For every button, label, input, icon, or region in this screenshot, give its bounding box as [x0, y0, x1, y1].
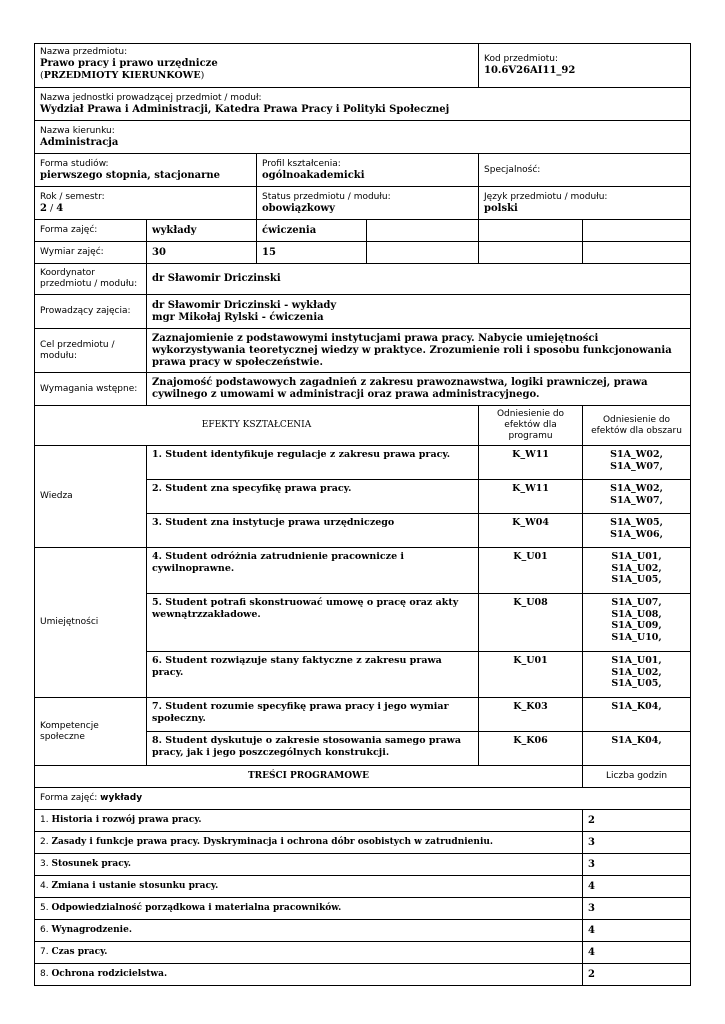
syllabus-document — [34, 43, 690, 986]
content-title: TREŚCI PROGRAMOWE — [35, 766, 583, 788]
class-empty-3 — [583, 220, 691, 242]
topic-hours: 4 — [583, 942, 691, 964]
form-label: Forma studiów: — [40, 158, 109, 169]
effects-title: EFEKTY KSZTAŁCENIA — [35, 406, 479, 446]
group-skills: Umiejętności — [35, 548, 147, 698]
topic-cell — [35, 964, 583, 986]
profile-cell — [257, 154, 479, 187]
subject-group: PRZEDMIOTY KIERUNKOWE — [43, 70, 201, 81]
class-empty-2 — [479, 220, 583, 242]
status-value: obowiązkowy — [262, 202, 335, 214]
effect-text: 5. Student potrafi skonstruować umowę o pracę oraz akty wewnątrzzakładowe. — [147, 594, 479, 652]
subject-label: Nazwa przedmiotu: — [40, 47, 128, 57]
year-row — [35, 187, 691, 220]
coordinator-value: dr Sławomir Driczinski — [147, 264, 691, 295]
topic-hours: 2 — [583, 810, 691, 832]
topic-title: Historia i rozwój prawa pracy. — [51, 815, 202, 826]
area-code: S1A_U05, — [611, 678, 662, 689]
effect-row — [35, 548, 691, 594]
requirements-row — [35, 373, 691, 406]
topic-row — [35, 876, 691, 898]
topic-row — [35, 854, 691, 876]
topic-row — [35, 942, 691, 964]
paren-close: ) — [200, 70, 205, 81]
profile-label: Profil kształcenia: — [262, 158, 341, 169]
teachers-row — [35, 295, 691, 329]
effect-program-code: K_U01 — [479, 652, 583, 698]
area-code: S1A_U10, — [611, 631, 662, 643]
form-row — [35, 154, 691, 187]
area-code: S1A_W06, — [610, 528, 663, 540]
subject-cell — [35, 44, 479, 88]
effect-program-code: K_K03 — [479, 698, 583, 732]
effect-text: 8. Student dyskutuje o zakresie stosowania samego prawa pracy, jak i jego poszczególnych konstrukcji. — [147, 732, 479, 766]
area-code: S1A_W07, — [610, 494, 663, 506]
effect-row — [35, 446, 691, 480]
class-lecture: wykłady — [147, 220, 257, 242]
content-form-prefix: Forma zajęć: — [40, 793, 101, 804]
topic-cell — [35, 876, 583, 898]
field-label: Nazwa kierunku: — [40, 125, 115, 136]
effect-text: 7. Student rozumie specyfikę prawa pracy i jego wymiar społeczny. — [147, 698, 479, 732]
area-code: S1A_U02, — [611, 666, 662, 678]
subject-name: Prawo pracy i prawo urzędnicze — [40, 58, 218, 69]
hours-empty-2 — [479, 242, 583, 264]
effect-program-code: K_W11 — [479, 480, 583, 514]
topic-row — [35, 920, 691, 942]
area-code: S1A_W07, — [610, 460, 663, 472]
topic-cell — [35, 810, 583, 832]
topic-cell — [35, 898, 583, 920]
unit-value: Wydział Prawa i Administracji, Katedra Prawa Pracy i Polityki Społecznej — [40, 103, 450, 115]
form-cell — [35, 154, 257, 187]
effect-text: 1. Student identyfikuje regulacje z zakresu prawa pracy. — [147, 446, 479, 480]
year-sep: / — [46, 202, 57, 214]
paren-open: ( — [40, 70, 44, 81]
subject-row — [35, 44, 691, 88]
content-hours-header: Liczba godzin — [583, 766, 691, 788]
field-row — [35, 121, 691, 154]
classes-row — [35, 220, 691, 242]
group-social-competences: Kompetencje społeczne — [35, 698, 147, 766]
topic-title: Ochrona rodzicielstwa. — [51, 969, 168, 980]
year-value-a: 2 — [40, 202, 47, 214]
teacher-1: dr Sławomir Driczinski - wykłady — [152, 299, 337, 311]
year-value-b: 4 — [56, 202, 64, 214]
topic-number: 6. — [40, 925, 52, 936]
area-code: S1A_K04, — [611, 735, 662, 746]
effect-area-codes — [583, 446, 691, 480]
coordinator-row — [35, 264, 691, 295]
content-header-row — [35, 766, 691, 788]
effect-text: 4. Student odróżnia zatrudnienie pracownicze i cywilnoprawne. — [147, 548, 479, 594]
topic-title: Stosunek pracy. — [51, 859, 132, 870]
topic-hours: 4 — [583, 876, 691, 898]
field-value: Administracja — [40, 136, 119, 148]
group-knowledge: Wiedza — [35, 446, 147, 548]
topic-title: Zmiana i ustanie stosunku pracy. — [51, 881, 219, 892]
hours-empty-3 — [583, 242, 691, 264]
effect-row — [35, 698, 691, 732]
effect-program-code: K_W11 — [479, 446, 583, 480]
hours-exercises: 15 — [257, 242, 367, 264]
topic-number: 5. — [40, 903, 52, 914]
year-cell — [35, 187, 257, 220]
status-label: Status przedmiotu / modułu: — [262, 191, 391, 202]
coordinator-label: Koordynator przedmiotu / modułu: — [35, 264, 147, 295]
teachers-label: Prowadzący zajęcia: — [35, 295, 147, 329]
hours-empty-1 — [367, 242, 479, 264]
effects-header-row — [35, 406, 691, 446]
effect-area-codes — [583, 732, 691, 766]
area-code: S1A_U07, — [611, 597, 662, 608]
effect-text: 3. Student zna instytucje prawa urzędniczego — [147, 514, 479, 548]
classes-label: Forma zajęć: — [35, 220, 147, 242]
unit-row — [35, 88, 691, 121]
area-code: S1A_U09, — [611, 620, 662, 631]
effect-program-code: K_U01 — [479, 548, 583, 594]
topic-number: 7. — [40, 947, 52, 958]
area-code: S1A_U08, — [611, 608, 662, 620]
hours-lecture: 30 — [147, 242, 257, 264]
code-value: 10.6V26AI11_92 — [484, 65, 576, 76]
topic-cell — [35, 920, 583, 942]
spec-cell — [479, 154, 691, 187]
effect-text: 2. Student zna specyfikę prawa pracy. — [147, 480, 479, 514]
topic-number: 4. — [40, 881, 52, 892]
content-form-cell — [35, 788, 691, 810]
effect-text: 6. Student rozwiązuje stany faktyczne z zakresu prawa pracy. — [147, 652, 479, 698]
profile-value: ogólnoakademicki — [262, 169, 365, 181]
syllabus-table — [34, 43, 691, 986]
topic-hours: 3 — [583, 898, 691, 920]
topic-row — [35, 964, 691, 986]
topic-title: Czas pracy. — [51, 947, 108, 958]
code-cell — [479, 44, 691, 88]
area-code: S1A_W02, — [610, 483, 663, 494]
unit-cell — [35, 88, 691, 121]
topic-title: Wynagrodzenie. — [51, 925, 132, 936]
topic-cell — [35, 832, 583, 854]
area-code: S1A_U01, — [611, 655, 662, 666]
topic-number: 8. — [40, 969, 52, 980]
effect-area-codes — [583, 594, 691, 652]
topic-title: Zasady i funkcje prawa pracy. Dyskryminacja i ochrona dóbr osobistych w zatrudnieniu. — [51, 837, 494, 848]
topic-row — [35, 810, 691, 832]
lang-value: polski — [484, 202, 518, 214]
unit-label: Nazwa jednostki prowadzącej przedmiot / moduł: — [40, 92, 262, 103]
goal-value: Zaznajomienie z podstawowymi instytucjami prawa pracy. Nabycie umiejętności wykorzystywania teoretycznej wiedzy w praktyce. Zrozumienie roli i sposobu funkcjonowania prawa pracy w społeczeństwie. — [147, 329, 691, 373]
topic-hours: 3 — [583, 832, 691, 854]
form-value: pierwszego stopnia, stacjonarne — [40, 169, 221, 181]
effect-area-codes — [583, 652, 691, 698]
area-code: S1A_K04, — [611, 701, 662, 712]
content-form-value: wykłady — [100, 793, 143, 804]
effect-program-code: K_K06 — [479, 732, 583, 766]
topic-cell — [35, 854, 583, 876]
teachers-cell — [147, 295, 691, 329]
content-form-row — [35, 788, 691, 810]
hours-label: Wymiar zajęć: — [35, 242, 147, 264]
area-code: S1A_U02, — [611, 562, 662, 574]
topic-row — [35, 832, 691, 854]
topic-number: 2. — [40, 837, 52, 848]
area-code: S1A_W02, — [610, 449, 663, 460]
effect-area-codes — [583, 480, 691, 514]
topic-hours: 2 — [583, 964, 691, 986]
effect-area-codes — [583, 698, 691, 732]
class-empty-1 — [367, 220, 479, 242]
requirements-value: Znajomość podstawowych zagadnień z zakresu prawoznawstwa, logiki prawniczej, prawa cywilnego z umowami w administracji oraz prawa administracyjnego. — [147, 373, 691, 406]
topic-hours: 4 — [583, 920, 691, 942]
effect-area-codes — [583, 514, 691, 548]
goal-label: Cel przedmiotu / modułu: — [35, 329, 147, 373]
topic-number: 1. — [40, 815, 52, 826]
lang-cell — [479, 187, 691, 220]
class-exercises: ćwiczenia — [257, 220, 367, 242]
area-code: S1A_U01, — [611, 551, 662, 562]
area-code: S1A_W05, — [610, 517, 663, 528]
goal-row — [35, 329, 691, 373]
hours-row — [35, 242, 691, 264]
lang-label: Język przedmiotu / modułu: — [484, 191, 608, 202]
effect-program-code: K_W04 — [479, 514, 583, 548]
topic-cell — [35, 942, 583, 964]
topic-row — [35, 898, 691, 920]
spec-label: Specjalność: — [484, 164, 541, 175]
effects-col-program: Odniesienie do efektów dla programu — [479, 406, 583, 446]
requirements-label: Wymagania wstępne: — [35, 373, 147, 406]
topic-number: 3. — [40, 859, 52, 870]
area-code: S1A_U05, — [611, 574, 662, 585]
teacher-2: mgr Mikołaj Rylski - ćwiczenia — [152, 311, 324, 323]
effect-area-codes — [583, 548, 691, 594]
topic-hours: 3 — [583, 854, 691, 876]
code-label: Kod przedmiotu: — [484, 54, 558, 64]
topic-title: Odpowiedzialność porządkowa i materialna pracowników. — [51, 903, 342, 914]
field-cell — [35, 121, 691, 154]
status-cell — [257, 187, 479, 220]
year-label: Rok / semestr: — [40, 191, 105, 202]
effect-program-code: K_U08 — [479, 594, 583, 652]
effects-col-area: Odniesienie do efektów dla obszaru — [583, 406, 691, 446]
